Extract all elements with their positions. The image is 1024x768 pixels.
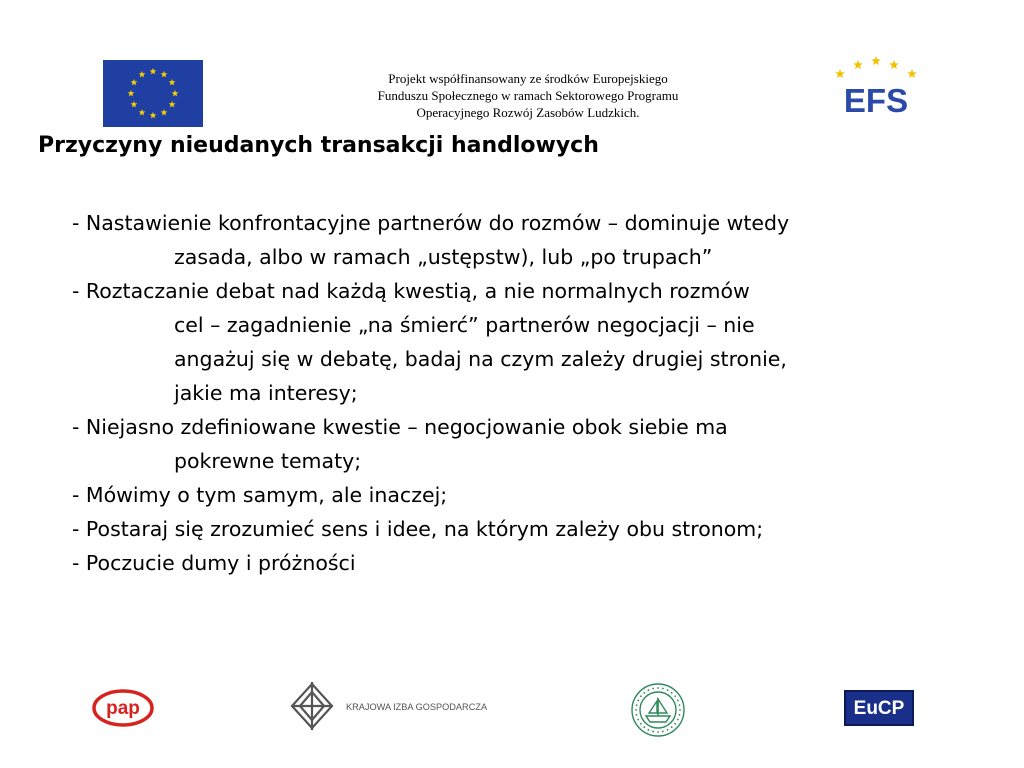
star-icon	[835, 69, 845, 78]
bullet-continuation-line: zasada, albo w ramach „ustępstw), lub „po trupach”	[174, 245, 713, 269]
seal-lettering-dot	[637, 700, 639, 702]
bullet-line: - Postaraj się zrozumieć sens i idee, na którym zależy obu stronom;	[72, 517, 764, 541]
pap-logo-text: pap	[106, 698, 140, 719]
seal-lettering-dot	[640, 723, 642, 725]
project-line: Operacyjnego Rozwój Zasobów Ludzkich.	[416, 105, 640, 120]
seal-lettering-dot	[648, 729, 650, 731]
bullet-line: - Poczucie dumy i próżności	[72, 551, 356, 575]
seal-lettering-dot	[657, 731, 659, 733]
sgh-seal-logo	[630, 682, 686, 738]
bullet-item	[72, 546, 1012, 580]
star-icon	[871, 56, 881, 65]
bullet-continuation-line: jakie ma interesy;	[174, 381, 358, 405]
seal-lettering-dot	[679, 714, 681, 716]
kig-logo-text: KRAJOWA IZBA GOSPODARCZA	[346, 702, 488, 712]
project-line: Projekt współfinansowany ze środków Europejskiego	[388, 71, 668, 86]
seal-lettering-dot	[652, 731, 654, 733]
bullet-line: - Niejasno zdefiniowane kwestie – negocjowanie obok siebie ma	[72, 415, 728, 439]
project-line: Funduszu Społecznego w ramach Sektorowego Programu	[377, 88, 679, 103]
efs-logo	[830, 56, 922, 120]
seal-lettering-dot	[677, 719, 679, 721]
seal-lettering-dot	[648, 689, 650, 691]
seal-lettering-dot	[662, 688, 664, 690]
seal-lettering-dot	[671, 692, 673, 694]
star-icon	[907, 69, 917, 78]
slide-title: Przyczyny nieudanych transakcji handlowych	[38, 133, 599, 158]
seal-lettering-dot	[667, 729, 669, 731]
seal-lettering-dot	[643, 726, 645, 728]
project-funding-note	[300, 70, 756, 121]
seal-lettering-dot	[643, 692, 645, 694]
bullet-item	[72, 512, 1012, 546]
bullet-continuation-line: cel – zagadnienie „na śmierć” partnerów negocjacji – nie	[174, 313, 755, 337]
seal-lettering-dot	[637, 719, 639, 721]
seal-lettering-dot	[635, 709, 637, 711]
seal-lettering-dot	[677, 700, 679, 702]
pap-logo	[92, 688, 154, 728]
seal-lettering-dot	[640, 695, 642, 697]
bullet-item	[72, 478, 1012, 512]
seal-lettering-dot	[636, 704, 638, 706]
eucp-logo	[844, 690, 914, 726]
seal-lettering-dot	[674, 695, 676, 697]
bullet-list	[72, 206, 1012, 580]
seal-lettering-dot	[674, 723, 676, 725]
bullet-item	[72, 206, 1012, 274]
seal-lettering-dot	[679, 704, 681, 706]
seal-lettering-dot	[671, 726, 673, 728]
bullet-line: - Nastawienie konfrontacyjne partnerów do rozmów – dominuje wtedy	[72, 211, 790, 235]
efs-logo-text: EFS	[843, 82, 909, 119]
bullet-item	[72, 410, 1012, 478]
seal-lettering-dot	[667, 689, 669, 691]
bullet-continuation-line: pokrewne tematy;	[174, 449, 362, 473]
seal-lettering-dot	[679, 709, 681, 711]
seal-lettering-dot	[657, 687, 659, 689]
seal-lettering-dot	[662, 731, 664, 733]
bullet-continuation-line: angażuj się w debatę, badaj na czym zależy drugiej stronie,	[174, 347, 787, 371]
kig-logo	[290, 682, 510, 730]
eucp-logo-text: EuCP	[853, 697, 905, 719]
star-icon	[889, 60, 899, 69]
bullet-line: - Mówimy o tym samym, ale inaczej;	[72, 483, 448, 507]
seal-lettering-dot	[652, 688, 654, 690]
bullet-line: - Roztaczanie debat nad każdą kwestią, a nie normalnych rozmów	[72, 279, 750, 303]
eu-flag-logo	[103, 60, 203, 127]
seal-lettering-dot	[636, 714, 638, 716]
star-icon	[853, 60, 863, 69]
kig-emblem-icon	[292, 682, 332, 730]
bullet-item	[72, 274, 1012, 410]
